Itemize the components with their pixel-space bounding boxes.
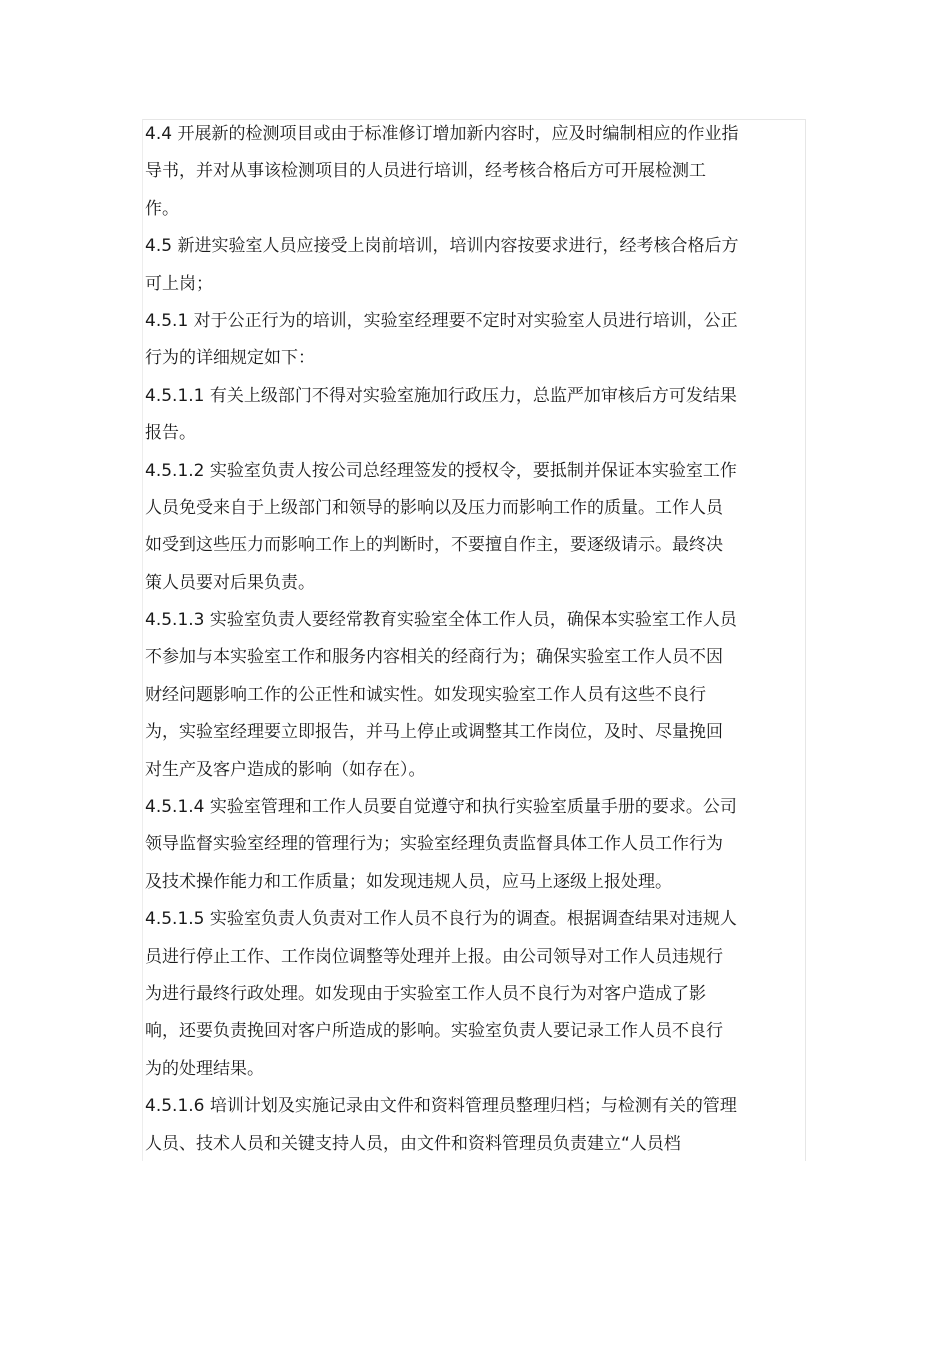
text-line: 人员、技术人员和关键支持人员，由文件和资料管理员负责建立“人员档: [145, 1133, 681, 1154]
text-line: 人员免受来自于上级部门和领导的影响以及压力而影响工作的质量。工作人员: [145, 497, 723, 518]
text-line: 如受到这些压力而影响工作上的判断时，不要擅自作主，要逐级请示。最终决: [145, 535, 723, 556]
text-line: 财经问题影响工作的公正性和诚实性。如发现实验室工作人员有这些不良行: [145, 684, 706, 705]
text-line: 4.5.1.2 实验室负责人按公司总经理签发的授权令，要抵制并保证本实验室工作: [145, 460, 737, 481]
text-line: 4.5.1 对于公正行为的培训，实验室经理要不定时对实验室人员进行培训，公正: [145, 310, 738, 331]
text-line: 作。: [145, 198, 179, 219]
text-line: 不参加与本实验室工作和服务内容相关的经商行为；确保实验室工作人员不因: [145, 647, 723, 668]
text-line: 领导监督实验室经理的管理行为；实验室经理负责监督具体工作人员工作行为: [145, 834, 723, 855]
text-line: 导书，并对从事该检测项目的人员进行培训，经考核合格后方可开展检测工: [145, 161, 706, 182]
text-line: 4.5.1.4 实验室管理和工作人员要自觉遵守和执行实验室质量手册的要求。公司: [145, 797, 737, 818]
text-line: 行为的详细规定如下：: [145, 348, 315, 369]
text-line: 可上岗；: [145, 273, 213, 294]
document-body: [145, 116, 777, 1163]
text-line: 对生产及客户造成的影响（如存在）。: [145, 759, 426, 780]
text-line: 及技术操作能力和工作质量；如发现违规人员，应马上逐级上报处理。: [145, 871, 672, 892]
text-line: 策人员要对后果负责。: [145, 572, 315, 593]
text-line: 4.5.1.1 有关上级部门不得对实验室施加行政压力，总监严加审核后方可发结果: [145, 385, 737, 406]
text-line: 4.5.1.5 实验室负责人负责对工作人员不良行为的调查。根据调查结果对违规人: [145, 909, 737, 930]
text-line: 为，实验室经理要立即报告，并马上停止或调整其工作岗位，及时、尽量挽回: [145, 722, 723, 743]
text-line: 响，还要负责挽回对客户所造成的影响。实验室负责人要记录工作人员不良行: [145, 1021, 723, 1042]
text-line: 员进行停止工作、工作岗位调整等处理并上报。由公司领导对工作人员违规行: [145, 946, 723, 967]
text-line: 4.4 开展新的检测项目或由于标准修订增加新内容时，应及时编制相应的作业指: [145, 124, 739, 144]
text-line: 4.5.1.6 培训计划及实施记录由文件和资料管理员整理归档；与检测有关的管理: [145, 1096, 737, 1117]
text-line: 4.5 新进实验室人员应接受上岗前培训，培训内容按要求进行，经考核合格后方: [145, 236, 739, 257]
text-line: 为进行最终行政处理。如发现由于实验室工作人员不良行为对客户造成了影: [145, 983, 706, 1004]
text-line: 为的处理结果。: [145, 1058, 264, 1079]
text-line: 4.5.1.3 实验室负责人要经常教育实验室全体工作人员，确保本实验室工作人员: [145, 610, 737, 631]
text-line: 报告。: [145, 423, 196, 444]
